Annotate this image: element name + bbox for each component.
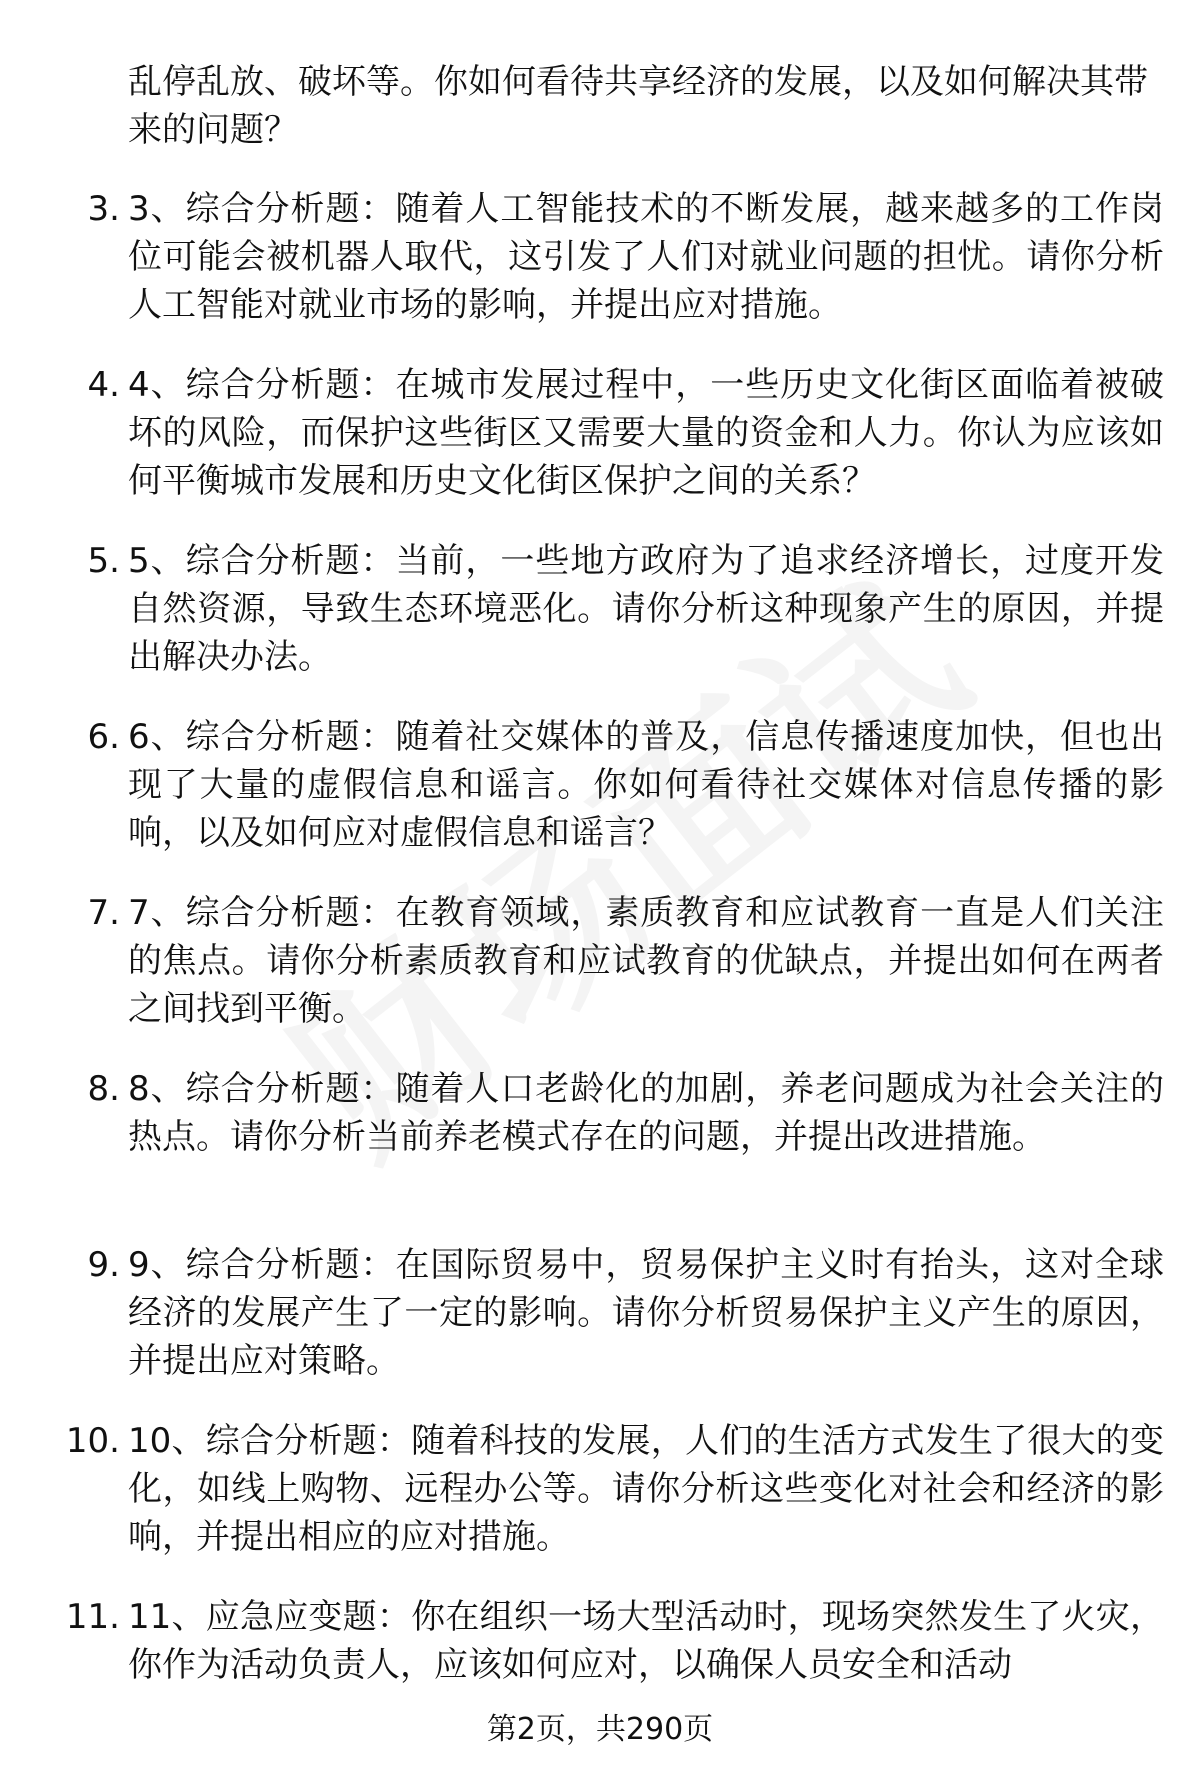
question-number: 3. <box>87 189 120 229</box>
list-item <box>0 713 1200 889</box>
question-list <box>0 185 1200 1769</box>
continued-question-text: 乱停乱放、破坏等。你如何看待共享经济的发展，以及如何解决其带来的问题？ <box>128 62 1148 150</box>
question-text: 5、综合分析题：当前，一些地方政府为了追求经济增长，过度开发自然资源，导致生态环境恶化。请你分析这种现象产生的原因，并提出解决办法。 <box>128 541 1164 677</box>
question-text: 10、综合分析题：随着科技的发展，人们的生活方式发生了很大的变化，如线上购物、远程办公等。请你分析这些变化对社会和经济的影响，并提出相应的应对措施。 <box>128 1421 1164 1557</box>
question-number: 8. <box>87 1069 120 1109</box>
question-text: 11、应急应变题：你在组织一场大型活动时，现场突然发生了火灾，你作为活动负责人，应该如何应对，以确保人员安全和活动 <box>128 1597 1164 1685</box>
question-number: 9. <box>87 1245 120 1285</box>
list-item <box>0 1417 1200 1593</box>
question-text: 9、综合分析题：在国际贸易中，贸易保护主义时有抬头，这对全球经济的发展产生了一定的影响。请你分析贸易保护主义产生的原因，并提出应对策略。 <box>128 1245 1164 1381</box>
question-text: 8、综合分析题：随着人口老龄化的加剧，养老问题成为社会关注的热点。请你分析当前养老模式存在的问题，并提出改进措施。 <box>128 1069 1164 1157</box>
list-item <box>0 185 1200 361</box>
question-number: 10. <box>65 1421 120 1461</box>
list-item <box>0 1065 1200 1241</box>
question-text: 4、综合分析题：在城市发展过程中，一些历史文化街区面临着被破坏的风险，而保护这些街区又需要大量的资金和人力。你认为应该如何平衡城市发展和历史文化街区保护之间的关系？ <box>128 365 1164 501</box>
list-item <box>0 889 1200 1065</box>
question-number: 11. <box>65 1597 120 1637</box>
page-footer: 第2页，共290页 <box>486 1712 714 1747</box>
question-text: 7、综合分析题：在教育领域，素质教育和应试教育一直是人们关注的焦点。请你分析素质教育和应试教育的优缺点，并提出如何在两者之间找到平衡。 <box>128 893 1164 1029</box>
list-item <box>0 537 1200 713</box>
question-number: 6. <box>87 717 120 757</box>
question-number: 5. <box>87 541 120 581</box>
list-item <box>0 1241 1200 1417</box>
list-item <box>0 361 1200 537</box>
question-text: 6、综合分析题：随着社交媒体的普及，信息传播速度加快，但也出现了大量的虚假信息和谣言。你如何看待社交媒体对信息传播的影响，以及如何应对虚假信息和谣言？ <box>128 717 1164 853</box>
question-number: 7. <box>87 893 120 933</box>
question-number: 4. <box>87 365 120 405</box>
question-text: 3、综合分析题：随着人工智能技术的不断发展，越来越多的工作岗位可能会被机器人取代，这引发了人们对就业问题的担忧。请你分析人工智能对就业市场的影响，并提出应对措施。 <box>128 189 1164 325</box>
